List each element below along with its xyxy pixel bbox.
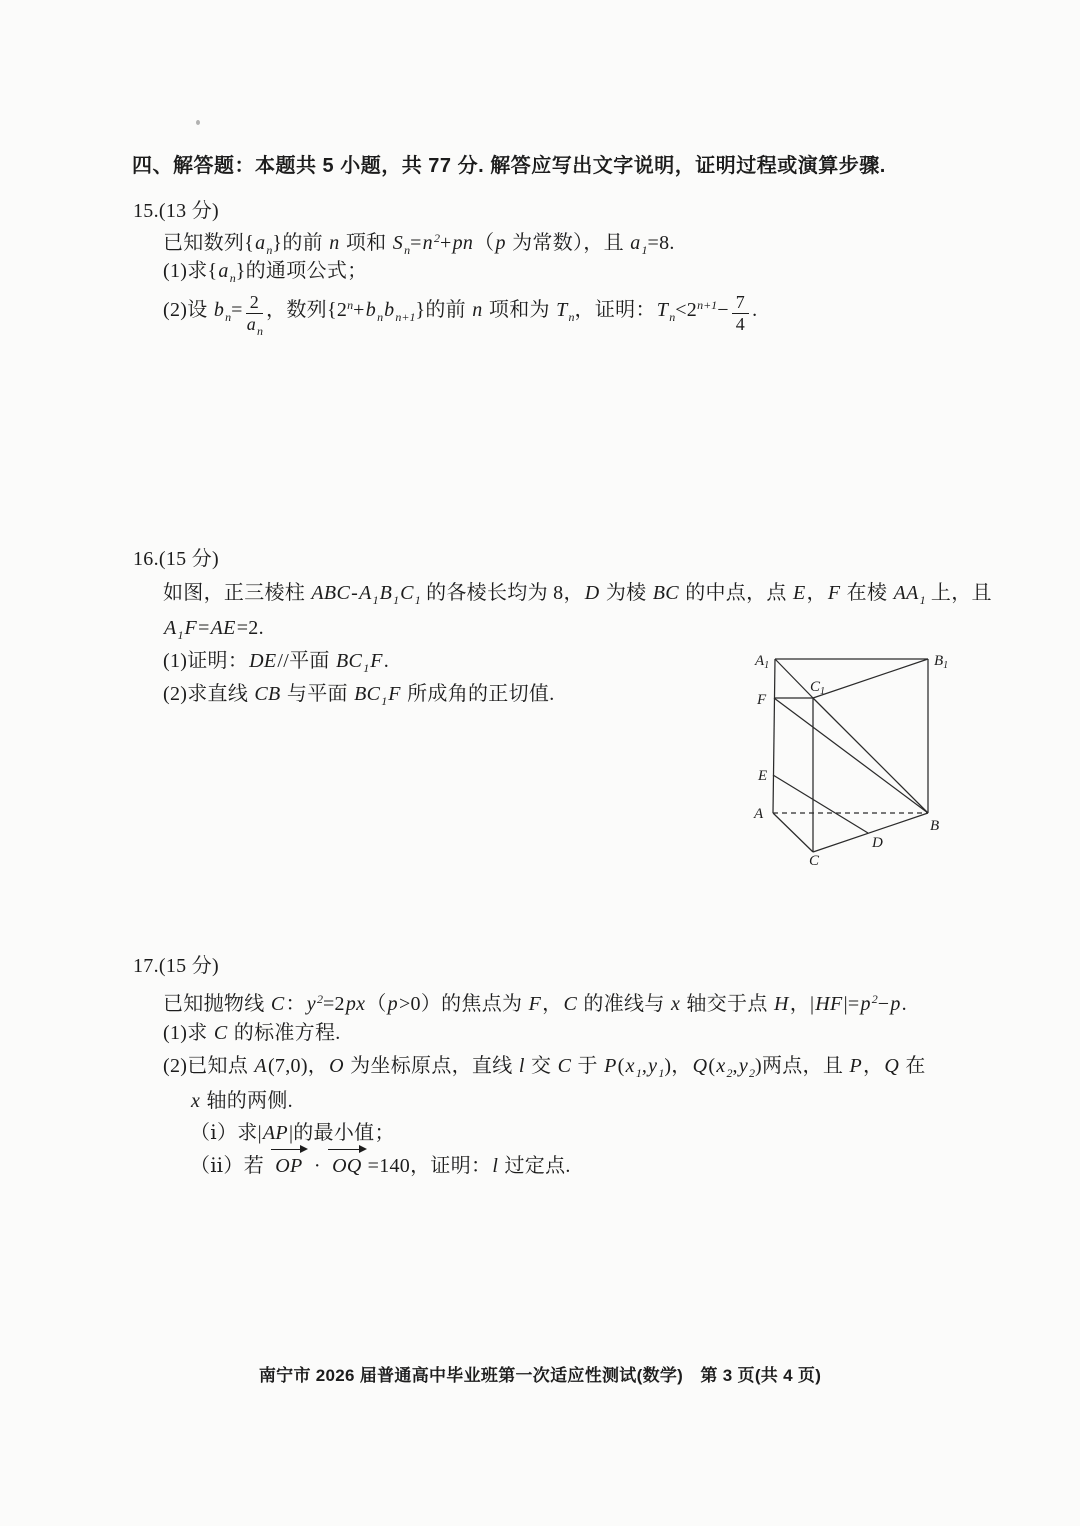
vertex-label-C1: $C_1$ (810, 679, 826, 697)
vertex-label-D: D (872, 835, 883, 851)
p17-part1: (1)求 C 的标准方程. (163, 1022, 341, 1044)
edge-A1-C1 (775, 659, 813, 698)
vertex-label-B: B (930, 818, 940, 834)
vertex-label-B1: $B_1$ (934, 653, 949, 671)
p15-given: 已知数列$\{a_n\}$的前 n 项和 $S_n=n^2+pn(p$ 为常数），且 $a_1=8$. (163, 231, 675, 257)
edge-C1-B (813, 698, 928, 813)
p17-part2-ii: （ⅱ）若 OP · OQ =140，证明：l 过定点. (190, 1155, 571, 1177)
p15-part2: (2)设 $b_n=$ $\frac{2}{a_n}$ ，数列$\{2^n+b_nb_{n+1}\}$的前 n 项和为 $T_n$，证明：$T_n<2^{n+1}-$ $\frac{7}{4}$ . (163, 292, 758, 338)
p17-part2b: x 轴的两侧. (191, 1090, 293, 1112)
vertex-label-A1: $A_1$ (755, 653, 770, 671)
edge-F-B (774, 698, 928, 813)
p16-number: 16.(15 分) (133, 548, 220, 570)
p16-given-1: 如图，正三棱柱 ABC-$A_1B_1C_1$ 的各棱长均为 8，D 为棱 BC 的中点，点 E，F 在棱 $AA_1$ 上，且 (163, 582, 992, 607)
section-header: 四、解答题：本题共 5 小题，共 77 分. 解答应写出文字说明，证明过程或演算步骤. (132, 155, 886, 177)
edge-C1-B1 (813, 659, 928, 698)
p16-given-2: $A_1F=AE=2$. (164, 617, 264, 642)
scan-speck (196, 120, 200, 125)
vertex-label-E: E (758, 768, 768, 784)
p17-given: 已知抛物线 C：$y^2=2px(p>0)$的焦点为 F，C 的准线与 x 轴交于点 H，$|HF|=p^2-p$. (163, 992, 907, 1015)
p17-number: 17.(15 分) (133, 955, 220, 977)
p16-part2: (2)求直线 CB 与平面 $BC_1F$ 所成角的正切值. (163, 683, 555, 708)
vertex-label-F: F (757, 692, 767, 708)
edge-A1-A (773, 659, 775, 813)
p15-part1: (1)求$\{a_n\}$的通项公式； (163, 260, 368, 285)
page-footer: 南宁市 2026 届普通高中毕业班第一次适应性测试(数学) 第 3 页(共 4 页) (258, 1366, 822, 1385)
p15-number: 15.(13 分) (133, 200, 220, 222)
vertex-label-C: C (809, 853, 820, 869)
vertex-label-A: A (754, 806, 764, 822)
edge-C-B (813, 813, 928, 852)
edge-A-C (773, 813, 813, 852)
edge-E-D (773, 775, 868, 833)
p17-part2-i: （ⅰ）求|AP|的最小值； (190, 1122, 395, 1144)
p16-part1: (1)证明：DE//平面 $BC_1F$. (163, 650, 390, 675)
p17-part2a: (2)已知点 A(7,0)，O 为坐标原点，直线 l 交 C 于 $P(x_1,y_1)$，$Q(x_2,y_2)$两点，且 P，Q 在 (163, 1055, 926, 1080)
prism-figure (750, 644, 962, 876)
